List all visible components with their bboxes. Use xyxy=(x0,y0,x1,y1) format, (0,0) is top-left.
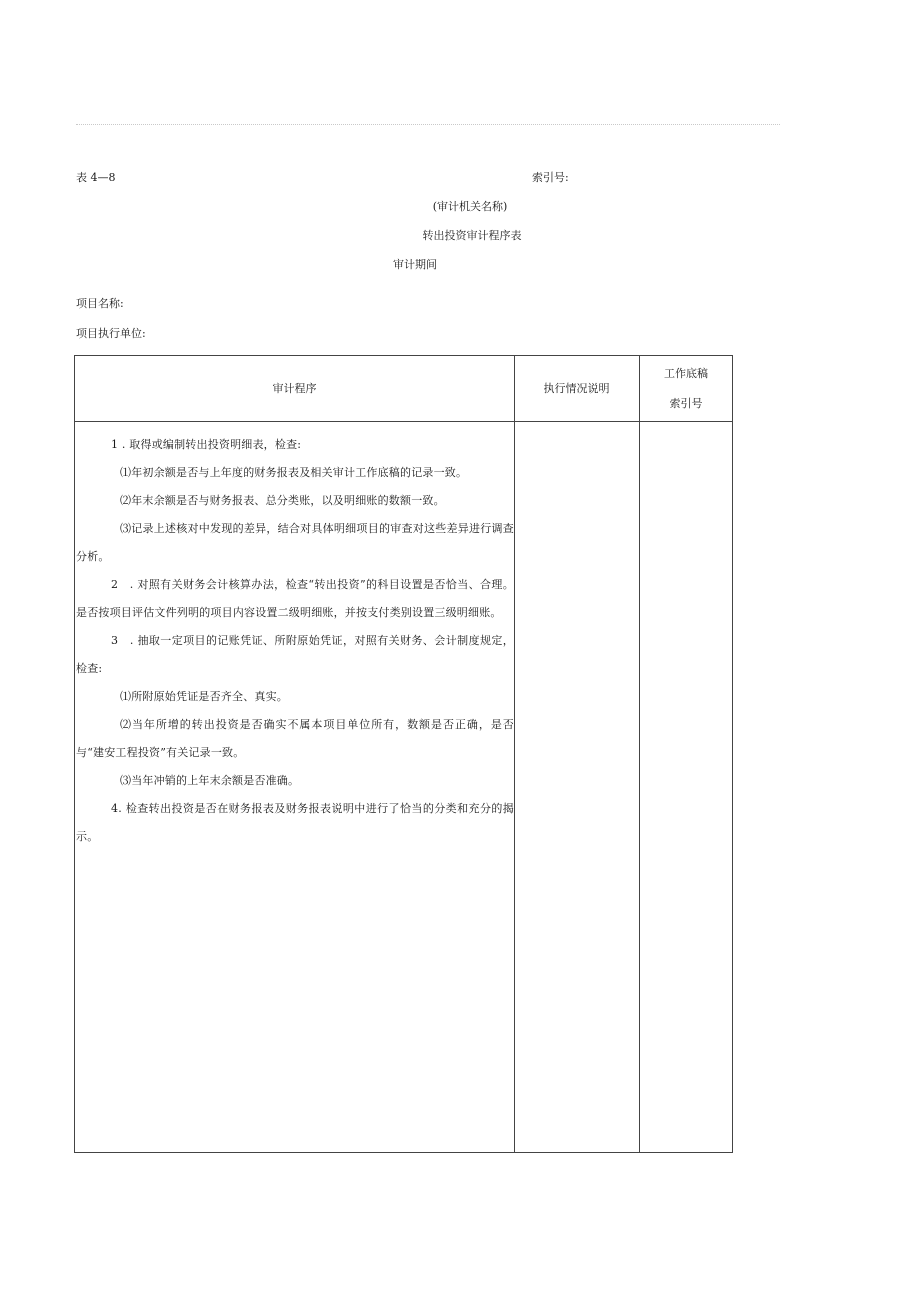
header-execution-notes: 执行情况说明 xyxy=(543,382,610,395)
procedure-substep: ⑶记录上述核对中发现的差异，结合对具体明细项目的审查对这些差异进行调查分析。 xyxy=(76,522,514,563)
project-unit-label: 项目执行单位: xyxy=(76,327,146,340)
procedure-list xyxy=(76,431,514,851)
procedure-step: 3 . 抽取一定项目的记账凭证、所附原始凭证，对照有关财务、会计制度规定，检查: xyxy=(76,634,514,675)
column-divider xyxy=(514,356,515,1152)
project-name-label: 项目名称: xyxy=(76,297,124,310)
header-audit-procedure: 审计程序 xyxy=(272,382,317,395)
table-number: 表 4—8 xyxy=(76,171,116,184)
header-divider xyxy=(75,421,732,422)
procedure-step: 4. 检查转出投资是否在财务报表及财务报表说明中进行了恰当的分类和充分的揭示。 xyxy=(76,802,514,843)
document-title: 转出投资审计程序表 xyxy=(422,229,522,242)
scan-artifact-line xyxy=(76,124,780,125)
index-number-label: 索引号: xyxy=(532,171,569,184)
procedure-step: 1 . 取得或编制转出投资明细表，检查: xyxy=(111,438,302,451)
procedure-substep: ⑴年初余额是否与上年度的财务报表及相关审计工作底稿的记录一致。 xyxy=(120,466,468,479)
agency-name: (审计机关名称) xyxy=(432,200,508,213)
procedure-substep: ⑵年末余额是否与财务报表、总分类账，以及明细账的数额一致。 xyxy=(120,494,445,507)
procedure-substep: ⑶当年冲销的上年末余额是否准确。 xyxy=(120,774,300,787)
audit-period: 审计期间 xyxy=(393,258,437,271)
column-divider xyxy=(639,356,640,1152)
procedure-step: 2 . 对照有关财务会计核算办法，检查“转出投资”的科目设置是否恰当、合理。是否按项目评估文件列明的项目内容设置二级明细账，并按支付类别设置三级明细账。 xyxy=(76,578,514,619)
procedure-substep: ⑴所附原始凭证是否齐全、真实。 xyxy=(120,690,288,703)
procedure-substep: ⑵当年所增的转出投资是否确实不属本项目单位所有，数额是否正确，是否与“建安工程投资”有关记录一致。 xyxy=(76,718,514,759)
header-workpaper-line1: 工作底稿 xyxy=(664,367,708,380)
audit-procedure-table xyxy=(74,355,733,1153)
header-workpaper-line2: 索引号 xyxy=(669,397,703,410)
